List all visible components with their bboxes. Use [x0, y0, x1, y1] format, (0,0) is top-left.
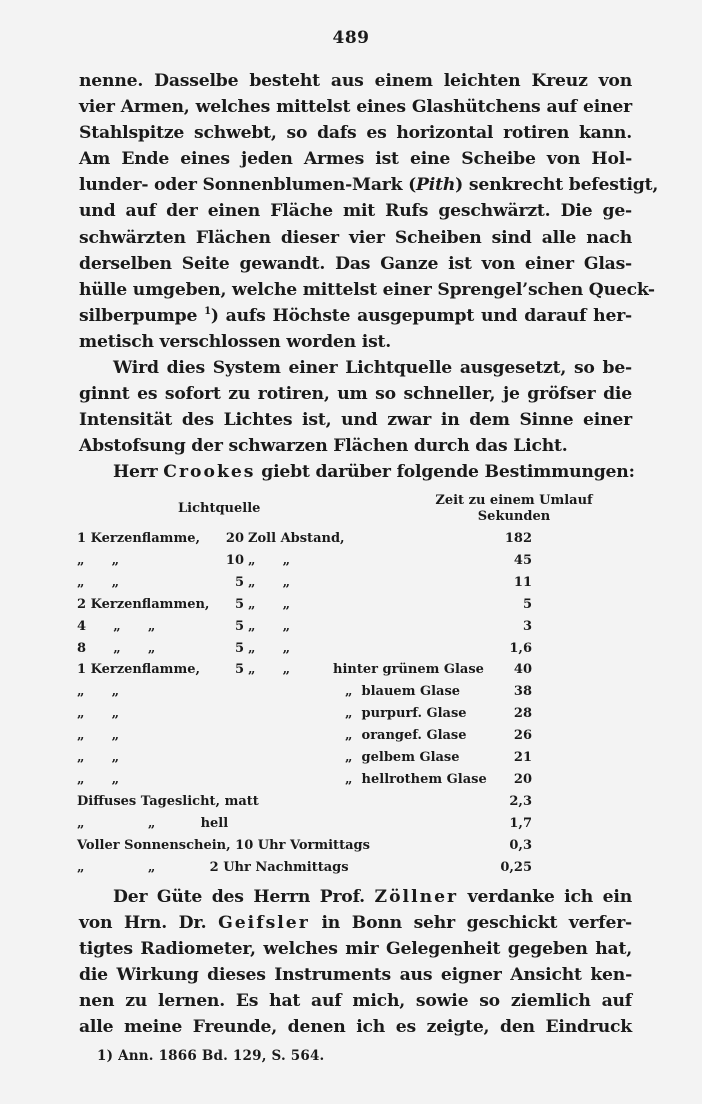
text-fragment: Herr: [113, 462, 164, 483]
footnote: 1) Ann. 1866 Bd. 129, S. 564.: [97, 1048, 325, 1064]
text-fragment: giebt darüber folgende Bestimmungen:: [255, 462, 635, 483]
person-name-zoellner: Zöllner: [374, 887, 459, 907]
text-fragment: ) senkrecht befestigt,: [455, 175, 659, 196]
page-number: 489: [332, 28, 370, 48]
cell-filter-glass: „ hellrothem Glase: [345, 771, 487, 787]
cell-distance-unit: „ „: [248, 552, 291, 568]
cell-rotation-time: 21: [513, 750, 532, 765]
text-line: Abstofsung der schwarzen Flächen durch das Licht.: [79, 436, 568, 457]
cell-rotation-time: 28: [513, 706, 532, 722]
paragraph-radiometer-description: [79, 68, 659, 355]
cell-filter-glass: „ purpurf. Glase: [345, 706, 467, 722]
cell-filter-glass: „ blauem Glase: [345, 684, 461, 700]
cell-rotation-time: 3: [522, 618, 532, 634]
table-row: [77, 594, 637, 615]
cell-rotation-time: 0,3: [509, 837, 532, 853]
cell-filter-glass: „ gelbem Glase: [345, 750, 460, 765]
cell-light-source: 1 Kerzenflamme,: [77, 662, 200, 678]
text-line: tigtes Radiometer, welches mir Gelegenheit gegeben hat,: [79, 939, 632, 960]
text-line: Am Ende eines jeden Armes ist eine Scheibe von Hol-: [79, 149, 632, 170]
cell-distance-unit: „ „: [248, 596, 291, 612]
text-line: ginnt es sofort zu rotiren, um so schneller, je gröfser die: [79, 384, 632, 405]
table-row: [77, 835, 637, 856]
cell-light-source: 2 Kerzenflammen,: [77, 596, 210, 612]
table-row: [77, 703, 637, 724]
text-line: [79, 910, 632, 936]
paragraph-zoellner-radiometer: [79, 884, 632, 1041]
cell-light-source: Voller Sonnenschein, 10 Uhr Vormittags: [77, 837, 370, 853]
text-line: [79, 172, 659, 198]
cell-distance: 5: [234, 618, 244, 634]
cell-distance: 10: [225, 552, 244, 568]
text-fragment: Der Güte des Herrn Prof.: [113, 887, 375, 907]
text-line: die Wirkung dieses Instruments aus eigner Ansicht ken-: [79, 965, 632, 986]
column-header-rotation-time: [434, 493, 594, 525]
text-fragment: verdanke ich ein: [458, 887, 632, 907]
cell-distance: 5: [234, 662, 244, 678]
table-row: [77, 659, 637, 680]
text-line: Intensität des Lichtes ist, und zwar in dem Sinne einer: [79, 410, 632, 431]
cell-filter-glass: hinter grünem Glase: [333, 662, 484, 678]
cell-distance: 5: [234, 574, 244, 590]
cell-rotation-time: 26: [513, 728, 532, 744]
cell-light-source: 4 „ „: [77, 618, 156, 634]
cell-distance-unit: „ „: [248, 618, 291, 634]
table-row: [77, 681, 637, 702]
person-name-geissler: Geifsler: [218, 913, 310, 934]
table-row: [77, 725, 637, 746]
text-line: [79, 884, 632, 910]
text-line: vier Armen, welches mittelst eines Glashütchens auf einer: [79, 97, 632, 118]
cell-light-source: „ „: [77, 684, 120, 700]
header-line: Zeit zu einem Umlauf: [435, 493, 593, 508]
table-row: [77, 616, 637, 637]
column-header-light-source: Lichtquelle: [178, 501, 261, 516]
table-row: [77, 638, 637, 659]
text-line: [79, 459, 635, 485]
text-line: Wird dies System einer Lichtquelle ausgesetzt, so be-: [113, 358, 632, 378]
italic-term-pith: Pith: [416, 175, 456, 196]
text-fragment: von Hrn. Dr.: [79, 913, 219, 934]
cell-distance: 20: [225, 531, 244, 546]
text-line: derselben Seite gewandt. Das Ganze ist von einer Glas-: [79, 253, 632, 274]
text-line: Stahlspitze schwebt, so dafs es horizontal rotiren kann.: [79, 123, 632, 144]
cell-distance-unit: „ „: [248, 662, 291, 678]
cell-rotation-time: 20: [513, 771, 532, 787]
cell-light-source: „ „: [77, 771, 120, 787]
cell-distance-unit: „ „: [248, 574, 291, 590]
cell-light-source: Diffuses Tageslicht, matt: [77, 793, 259, 809]
header-line: Sekunden: [477, 509, 551, 524]
text-line: alle meine Freunde, denen ich es zeigte, den Eindruck: [79, 1017, 632, 1038]
table-row: [77, 550, 637, 571]
cell-distance-unit: Zoll Abstand,: [248, 531, 345, 546]
cell-light-source: „ „ 2 Uhr Nachmittags: [77, 859, 349, 875]
cell-rotation-time: 1,6: [509, 640, 532, 656]
text-line: nenne. Dasselbe besteht aus einem leichten Kreuz von: [79, 71, 632, 91]
text-line: metisch verschlossen worden ist.: [79, 331, 392, 352]
cell-rotation-time: 182: [504, 531, 532, 546]
text-line: nen zu lernen. Es hat auf mich, sowie so ziemlich auf: [79, 991, 632, 1012]
text-fragment: silberpumpe: [79, 305, 198, 326]
table-row: [77, 528, 637, 549]
cell-light-source: „ „: [77, 750, 120, 765]
cell-rotation-time: 2,3: [509, 793, 532, 809]
cell-light-source: „ „ hell: [77, 815, 229, 831]
cell-light-source: „ „: [77, 706, 120, 722]
cell-rotation-time: 0,25: [500, 859, 532, 875]
table-row: [77, 857, 637, 878]
person-name-crookes: Crookes: [163, 462, 256, 483]
cell-light-source: „ „: [77, 552, 120, 568]
table-row: [77, 791, 637, 812]
text-fragment: ) aufs Höchste ausgepumpt und darauf her-: [210, 305, 632, 326]
cell-filter-glass: „ orangef. Glase: [345, 728, 467, 744]
text-fragment: lunder- oder Sonnenblumen-Mark (: [79, 175, 417, 196]
cell-rotation-time: 11: [513, 574, 532, 590]
cell-light-source: „ „: [77, 574, 120, 590]
cell-light-source: 1 Kerzenflamme,: [77, 531, 200, 546]
text-fragment: in Bonn sehr geschickt verfer-: [309, 913, 632, 934]
text-line: hülle umgeben, welche mittelst einer Sprengel’schen Queck-: [79, 279, 655, 300]
text-line: schwärzten Flächen dieser vier Scheiben sind alle nach: [79, 227, 632, 248]
text-line: und auf der einen Fläche mit Rufs geschwärzt. Die ge-: [79, 201, 632, 222]
cell-rotation-time: 1,7: [509, 815, 532, 831]
footnote-reference[interactable]: 1: [204, 305, 211, 317]
cell-light-source: „ „: [77, 728, 120, 744]
cell-rotation-time: 5: [522, 596, 532, 612]
cell-distance-unit: „ „: [248, 640, 291, 656]
cell-rotation-time: 40: [513, 662, 532, 678]
cell-rotation-time: 45: [513, 552, 532, 568]
cell-light-source: 8 „ „: [77, 640, 156, 656]
paragraph-light-rotation: [79, 355, 635, 485]
cell-rotation-time: 38: [513, 684, 532, 700]
table-row: [77, 813, 637, 834]
table-row: [77, 769, 637, 790]
table-row: [77, 747, 637, 768]
table-row: [77, 572, 637, 593]
text-line: [79, 303, 632, 329]
cell-distance: 5: [234, 640, 244, 656]
cell-distance: 5: [234, 596, 244, 612]
